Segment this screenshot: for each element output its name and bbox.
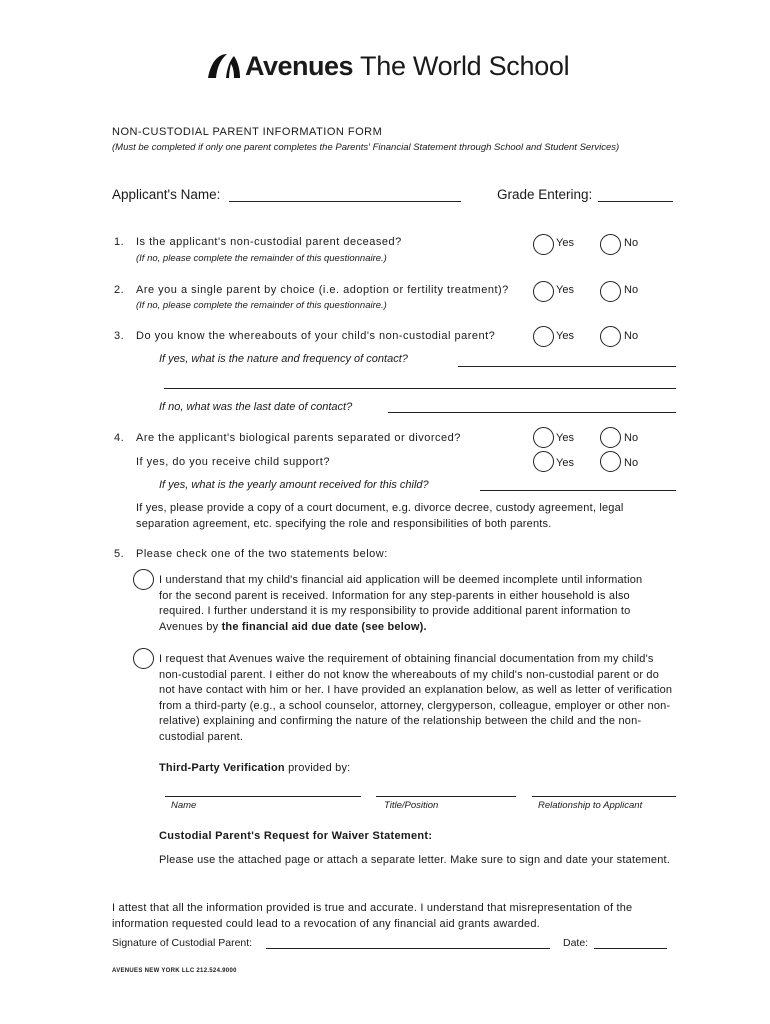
verification-title-caption: Title/Position — [384, 800, 439, 811]
verification-relationship-caption: Relationship to Applicant — [538, 800, 643, 811]
q5-statement2: I request that Avenues waive the requirement of obtaining financial documentation from my child's non-custodial parent. I either do not know the whereabouts of my child's non-custodial parent or do not have contact with him or her. I have provided an explanation below, as well as letter of verification from a third-party (e.g., a school counselor, attorney, clergyperson, colleague, employer or other non-relative) explaining and confirming the nature of the relationship between the child and the non-custodial parent. — [159, 653, 673, 743]
q4-support-yes-radio[interactable] — [533, 451, 554, 472]
footer-contact: AVENUES NEW YORK LLC 212.524.9000 — [112, 968, 237, 974]
q2-no-label: No — [624, 284, 639, 296]
q2-number: 2. — [114, 284, 125, 296]
verification-label — [159, 762, 350, 774]
q4-yes-label: Yes — [556, 432, 574, 444]
q4-amount-field[interactable] — [480, 490, 676, 491]
verification-label-bold: Third-Party Verification — [159, 762, 285, 774]
q5-statement1-radio[interactable] — [133, 569, 154, 590]
q1-no-label: No — [624, 237, 639, 249]
q2-no-radio[interactable] — [600, 281, 621, 302]
q3-yes-radio[interactable] — [533, 326, 554, 347]
signature-label: Signature of Custodial Parent: — [112, 937, 253, 949]
signature-field[interactable] — [266, 948, 550, 949]
date-field[interactable] — [594, 948, 667, 949]
q1-yes-label: Yes — [556, 237, 574, 249]
brand-name-rest: The World School — [360, 50, 570, 81]
q3-last-contact-prompt: If no, what was the last date of contact? — [159, 401, 353, 413]
q2-text: Are you a single parent by choice (i.e. adoption or fertility treatment)? — [136, 284, 509, 296]
q1-number: 1. — [114, 236, 125, 248]
q2-yes-radio[interactable] — [533, 281, 554, 302]
q3-text: Do you know the whereabouts of your child's non-custodial parent? — [136, 330, 496, 342]
q1-yes-radio[interactable] — [533, 234, 554, 255]
verification-relationship-field[interactable] — [532, 796, 676, 797]
q5-statement1-due-date: the financial aid due date (see below). — [221, 620, 427, 633]
verification-name-caption: Name — [171, 800, 197, 811]
form-subtitle: (Must be completed if only one parent completes the Parents' Financial Statement through School and Student Services) — [112, 142, 620, 153]
grade-entering-field[interactable] — [598, 201, 673, 202]
q1-note: (If no, please complete the remainder of this questionnaire.) — [136, 253, 387, 264]
q5-statement2-radio[interactable] — [133, 648, 154, 669]
q5-statement1 — [159, 573, 659, 635]
q5-number: 5. — [114, 548, 125, 560]
grade-entering-label: Grade Entering: — [497, 187, 593, 202]
q3-yes-label: Yes — [556, 330, 574, 342]
brand-logo — [207, 49, 569, 83]
q4-no-radio[interactable] — [600, 427, 621, 448]
q4-number: 4. — [114, 432, 125, 444]
attestation-text: I attest that all the information provided is true and accurate. I understand that misrepresentation of the information requested could lead to a revocation of any financial aid grants awarded. — [112, 902, 633, 930]
q3-contact-field-line2[interactable] — [164, 388, 676, 389]
form-title: NON-CUSTODIAL PARENT INFORMATION FORM — [112, 126, 383, 138]
q4-yes-radio[interactable] — [533, 427, 554, 448]
q3-contact-field[interactable] — [458, 366, 676, 367]
waiver-text: Please use the attached page or attach a separate letter. Make sure to sign and date your statement. — [159, 854, 671, 866]
q3-contact-prompt: If yes, what is the nature and frequency of contact? — [159, 353, 408, 365]
q1-no-radio[interactable] — [600, 234, 621, 255]
q1-text: Is the applicant's non-custodial parent deceased? — [136, 236, 402, 248]
applicant-name-field[interactable] — [229, 201, 461, 202]
waiver-heading: Custodial Parent's Request for Waiver Statement: — [159, 830, 433, 842]
date-label: Date: — [563, 937, 589, 949]
q4-copy-note: If yes, please provide a copy of a court document, e.g. divorce decree, custody agreement, legal separation agreement, etc. specifying the role and responsibilities of both parents. — [136, 502, 624, 530]
q3-no-label: No — [624, 330, 639, 342]
q3-last-contact-field[interactable] — [388, 412, 676, 413]
q4-support-no-label: No — [624, 457, 639, 469]
q3-no-radio[interactable] — [600, 326, 621, 347]
q2-yes-label: Yes — [556, 284, 574, 296]
q5-text: Please check one of the two statements below: — [136, 548, 388, 560]
q4-support-no-radio[interactable] — [600, 451, 621, 472]
applicant-name-label: Applicant's Name: — [112, 187, 221, 202]
q4-text: Are the applicant's biological parents separated or divorced? — [136, 432, 461, 444]
q2-note: (If no, please complete the remainder of this questionnaire.) — [136, 300, 387, 311]
q4-child-support-text: If yes, do you receive child support? — [136, 456, 330, 468]
q4-no-label: No — [624, 432, 639, 444]
brand-name-bold: Avenues — [245, 50, 354, 81]
q4-support-yes-label: Yes — [556, 457, 574, 469]
avenues-mark-icon — [207, 53, 241, 79]
verification-title-field[interactable] — [376, 796, 516, 797]
q5-statement1-text: I understand that my child's financial aid application will be deemed incomplete until information for the second parent is received. Information for any step-parents in either household is also required. I further understand it is my responsibility to provide additional parent information to Avenues by — [159, 574, 643, 633]
q4-amount-prompt: If yes, what is the yearly amount received for this child? — [159, 479, 429, 491]
q3-number: 3. — [114, 330, 125, 342]
verification-name-field[interactable] — [165, 796, 361, 797]
verification-label-rest: provided by: — [288, 762, 351, 774]
